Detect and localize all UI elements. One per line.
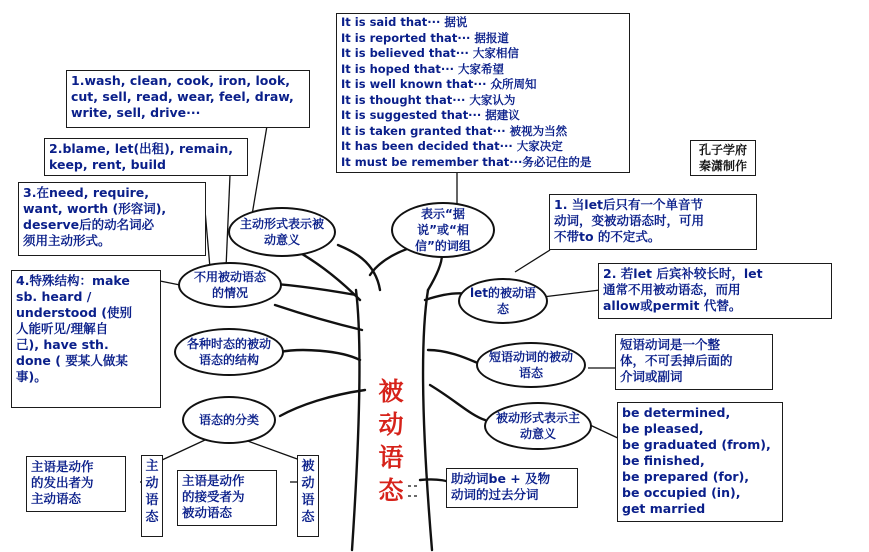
- note-line: be finished,: [622, 453, 705, 468]
- node-let-passive: [458, 278, 548, 324]
- phrase-line: It is thought that··· 大家认为: [341, 92, 516, 107]
- phrase-line: It is taken granted that··· 被视为当然: [341, 123, 568, 138]
- node-label: 表示“据说”或“相信”的词组: [415, 207, 471, 253]
- note-line: deserve后的动名词必: [23, 217, 155, 232]
- note-line: 被动语态: [182, 505, 233, 520]
- label-char: 被: [301, 459, 315, 474]
- note-line: 动词的过去分词: [451, 487, 539, 502]
- label-char: 主: [145, 459, 159, 474]
- phrase-line: It must be remember that···务必记住的是: [341, 154, 592, 169]
- note-line: allow或permit 代替。: [603, 298, 742, 313]
- note-line: be occupied (in),: [622, 485, 741, 500]
- note-line: want, worth (形容词),: [23, 201, 167, 216]
- note-line: 主语是动作: [182, 473, 245, 488]
- node-it-is-said-phrases: [391, 202, 495, 258]
- note-line: 2. 若let 后宾补较长时，let: [603, 266, 763, 281]
- note-line: 2.blame, let(出租), remain,: [49, 141, 234, 156]
- note-line: sb. heard /: [16, 289, 92, 304]
- let-single-verb-note: [549, 194, 757, 250]
- active-voice-definition: [26, 456, 126, 512]
- note-line: keep, rent, build: [49, 157, 166, 172]
- active-verbs-note: [66, 70, 310, 128]
- node-label: 语态的分类: [198, 413, 259, 427]
- note-line: be pleased,: [622, 421, 704, 436]
- note-line: 不带to 的不定式。: [554, 229, 661, 244]
- note-line: be graduated (from),: [622, 437, 771, 452]
- note-line: 动词，变被动语态时，可用: [554, 213, 705, 228]
- note-line: cut, sell, read, wear, feel, draw,: [71, 89, 294, 104]
- blame-let-note: [44, 138, 248, 176]
- note-line: done ( 要某人做某: [16, 353, 128, 368]
- note-line: 人能听见/理解自: [16, 321, 109, 336]
- note-line: understood (使别: [16, 305, 132, 320]
- label-char: 语: [145, 493, 159, 508]
- label-char: 动: [145, 476, 159, 491]
- need-require-note: [18, 182, 206, 256]
- note-line: 助动词be + 及物: [451, 471, 551, 486]
- node-tense-structures: [174, 328, 284, 376]
- phrase-line: It is reported that··· 据报道: [341, 30, 509, 45]
- phrase-line: It is said that··· 据说: [341, 15, 468, 29]
- passive-voice-label: [297, 455, 319, 537]
- note-line: 短语动词是一个整: [620, 337, 721, 352]
- note-line: 4.特殊结构：make: [16, 273, 130, 288]
- note-line: 介词或副词: [620, 369, 683, 384]
- label-char: 态: [301, 510, 315, 525]
- special-structure-note: [11, 270, 161, 408]
- node-passive-form-active-meaning: [484, 402, 592, 450]
- note-line: 通常不用被动语态，而用: [603, 282, 741, 297]
- passive-voice-definition: [177, 470, 277, 526]
- active-voice-label: [141, 455, 163, 537]
- note-line: 主动语态: [31, 491, 82, 506]
- note-line: 须用主动形式。: [23, 233, 111, 248]
- node-label: 各种时态的被动语态的结构: [186, 337, 271, 367]
- center-title-char: 动: [378, 410, 404, 439]
- phrase-line: It is suggested that··· 据建议: [341, 108, 520, 122]
- node-label: 短语动词的被动语态: [488, 350, 573, 380]
- note-line: 己), have sth.: [16, 337, 109, 352]
- node-phrasal-verb-passive: [476, 342, 586, 388]
- note-line: 1. 当let后只有一个单音节: [554, 197, 704, 212]
- center-title-char: 语: [378, 443, 404, 472]
- be-determined-list: [617, 402, 783, 522]
- note-line: 主语是动作: [31, 459, 94, 474]
- label-char: 动: [301, 476, 315, 491]
- author-stamp: [690, 140, 756, 176]
- node-when-not-passive: [178, 262, 282, 308]
- phrasal-verb-note: [615, 334, 773, 390]
- node-active-form-passive-meaning: [228, 207, 336, 257]
- center-title-char: 态: [378, 476, 404, 505]
- note-line: be prepared (for),: [622, 469, 750, 484]
- node-label: 不用被动语态的情况: [193, 270, 266, 300]
- stamp-line: 孔子学府: [698, 143, 747, 157]
- phrase-line: It is hoped that··· 大家希望: [341, 61, 504, 76]
- center-title-char: 被: [378, 377, 404, 406]
- stamp-line: 秦潇制作: [698, 159, 747, 173]
- let-long-complement-note: [598, 263, 832, 319]
- node-label: 主动形式表示被动意义: [240, 217, 325, 247]
- note-line: write, sell, drive···: [71, 105, 201, 120]
- note-line: get married: [622, 501, 706, 516]
- node-voice-classification: [182, 396, 276, 444]
- phrase-line: It is well known that··· 众所周知: [341, 77, 537, 91]
- note-line: 事)。: [16, 369, 47, 384]
- note-line: 的接受者为: [182, 489, 245, 504]
- label-char: 态: [145, 510, 159, 525]
- node-label: 被动形式表示主动意义: [496, 411, 581, 441]
- auxiliary-verb-note: [446, 468, 578, 508]
- note-line: 3.在need, require,: [23, 185, 150, 200]
- it-is-said-phrase-list: [336, 13, 630, 173]
- note-line: 的发出者为: [31, 475, 94, 490]
- label-char: 语: [301, 493, 315, 508]
- phrase-line: It is believed that··· 大家相信: [341, 46, 519, 60]
- node-label: let的被动语态: [470, 286, 536, 316]
- note-line: be determined,: [622, 405, 731, 420]
- note-line: 体，不可丢掉后面的: [620, 353, 733, 368]
- phrase-line: It has been decided that··· 大家决定: [341, 139, 563, 153]
- note-line: 1.wash, clean, cook, iron, look,: [71, 73, 291, 88]
